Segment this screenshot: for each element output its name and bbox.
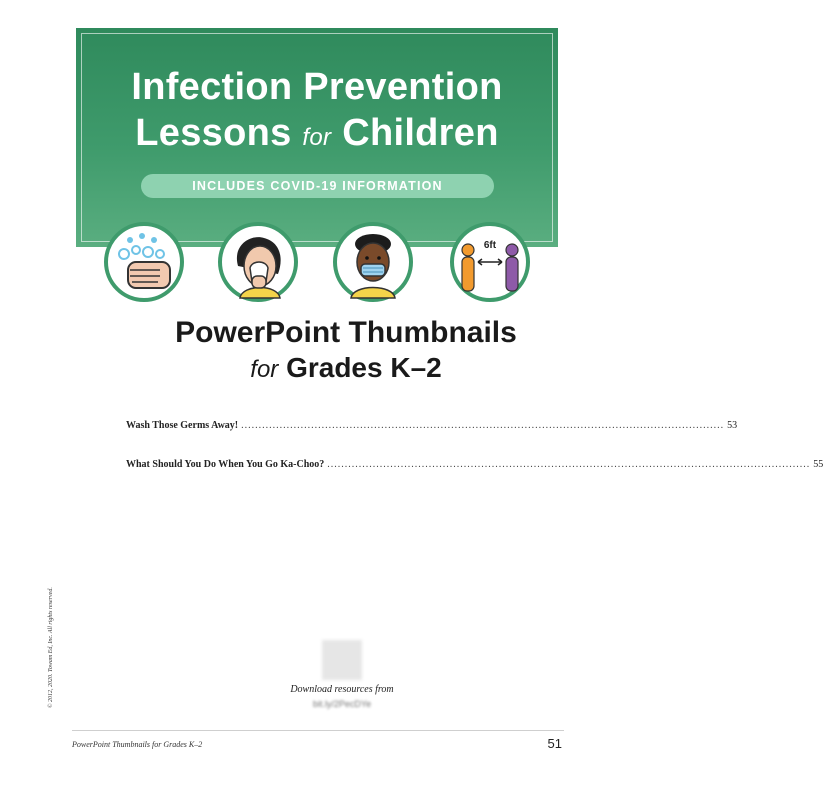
covid-info-pill: INCLUDES COVID-19 INFORMATION: [141, 174, 494, 198]
section-headline: [0, 315, 612, 387]
headline-line1: PowerPoint Thumbnails: [175, 316, 517, 349]
title-banner: [76, 28, 558, 247]
banner-title-lessons: Lessons: [135, 112, 292, 154]
toc-title: Wash Those Germs Away!: [126, 420, 239, 431]
toc-page: 55: [813, 459, 823, 470]
social-distance-icon: [450, 222, 530, 302]
toc-entry[interactable]: [126, 459, 823, 475]
toc-leader: ..........................................................................................................................................: [327, 459, 811, 470]
headline-line2: [0, 351, 612, 387]
qr-code[interactable]: [322, 640, 362, 680]
footer-title: PowerPoint Thumbnails for Grades K–2: [72, 740, 203, 749]
banner-title-line1: Infection Prevention: [131, 66, 503, 108]
page-number: 51: [547, 736, 562, 751]
distance-label: 6ft: [483, 240, 497, 251]
handwashing-icon: [104, 222, 184, 302]
toc-title: What Should You Do When You Go Ka-Choo?: [126, 459, 325, 470]
headline-for: for: [250, 356, 279, 383]
banner-title-children: Children: [342, 112, 499, 154]
copyright-notice: © 2012, 2020. Towam Ed, Inc. All rights reserved.: [48, 587, 54, 708]
toc-entry[interactable]: [126, 420, 738, 436]
footer-divider: [72, 730, 564, 731]
banner-title-line2: [76, 110, 558, 161]
toc-page: 53: [727, 420, 738, 431]
toc-leader: ..........................................................................................................................................: [241, 420, 725, 431]
banner-title: [76, 64, 558, 161]
face-mask-icon: [333, 222, 413, 302]
download-url[interactable]: bit.ly/2PecDYe: [312, 699, 372, 709]
download-text: Download resources from: [290, 684, 394, 695]
sneeze-tissue-icon: [218, 222, 298, 302]
headline-grades: Grades K–2: [286, 352, 442, 383]
banner-title-for: for: [302, 124, 332, 151]
